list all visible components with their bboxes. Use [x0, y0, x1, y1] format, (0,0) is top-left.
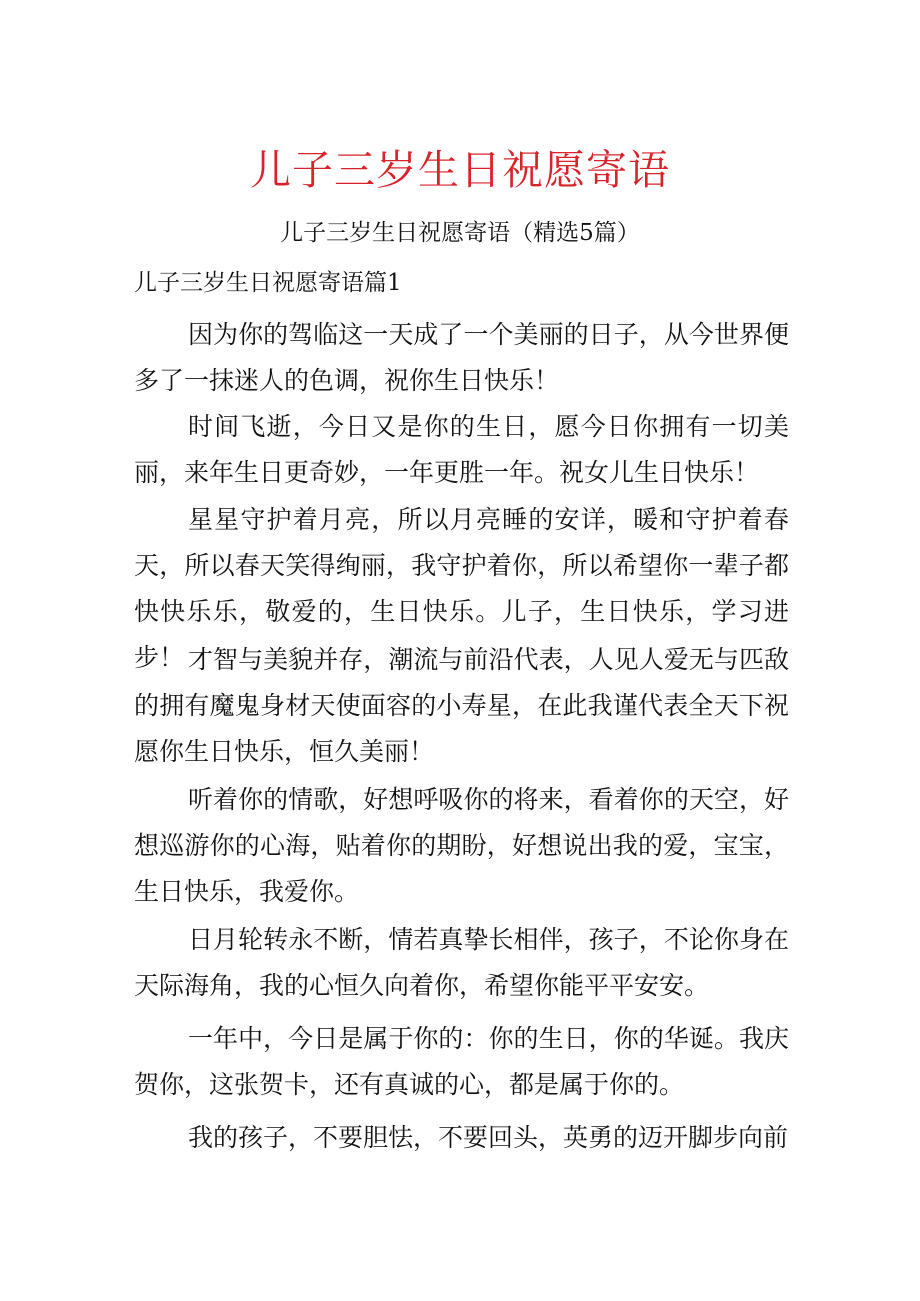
paragraph-6: 日月轮转永不断，情若真挚长相伴，孩子，不论你身在天际海角，我的心恒久向着你，希望你能平平安安。: [134, 925, 789, 1000]
section-heading: 儿子三岁生日祝愿寄语篇1: [134, 270, 402, 296]
paragraph-1: 因为你的驾临这一天成了一个美丽的日子，从今世界便多了一抹迷人的色调，祝你生日快乐！: [134, 320, 789, 395]
paragraph-5: 听着你的情歌，好想呼吸你的将来，看着你的天空，好想巡游你的心海，贴着你的期盼，好想说出我的爱，宝宝，生日快乐，我爱你。: [134, 785, 789, 906]
paragraph-8: 我的孩子，不要胆怯，不要回头，英勇的迈开脚步向前: [188, 1123, 789, 1152]
document-subtitle: 儿子三岁生日祝愿寄语（精选5篇）: [280, 220, 640, 246]
paragraph-3: 星星守护着月亮，所以月亮睡的安详，暖和守护着春天，所以春天笑得绚丽，我守护着你，所以希望你一辈子都快快乐乐，敬爱的，生日快乐。儿子，生日快乐，学习进步！: [134, 505, 789, 672]
page-title: 儿子三岁生日祝愿寄语: [250, 146, 670, 194]
paragraph-2: 时间飞逝，今日又是你的生日，愿今日你拥有一切美丽，来年生日更奇妙，一年更胜一年。祝女儿生日快乐！: [134, 412, 789, 487]
paragraph-7: 一年中，今日是属于你的：你的生日，你的华诞。我庆贺你，这张贺卡，还有真诚的心，都是属于你的。: [134, 1024, 789, 1099]
paragraph-4: 才智与美貌并存，潮流与前沿代表，人见人爱无与匹敌的拥有魔鬼身材天使面容的小寿星，在此我谨代表全天下祝愿你生日快乐，恒久美丽！: [134, 645, 789, 766]
